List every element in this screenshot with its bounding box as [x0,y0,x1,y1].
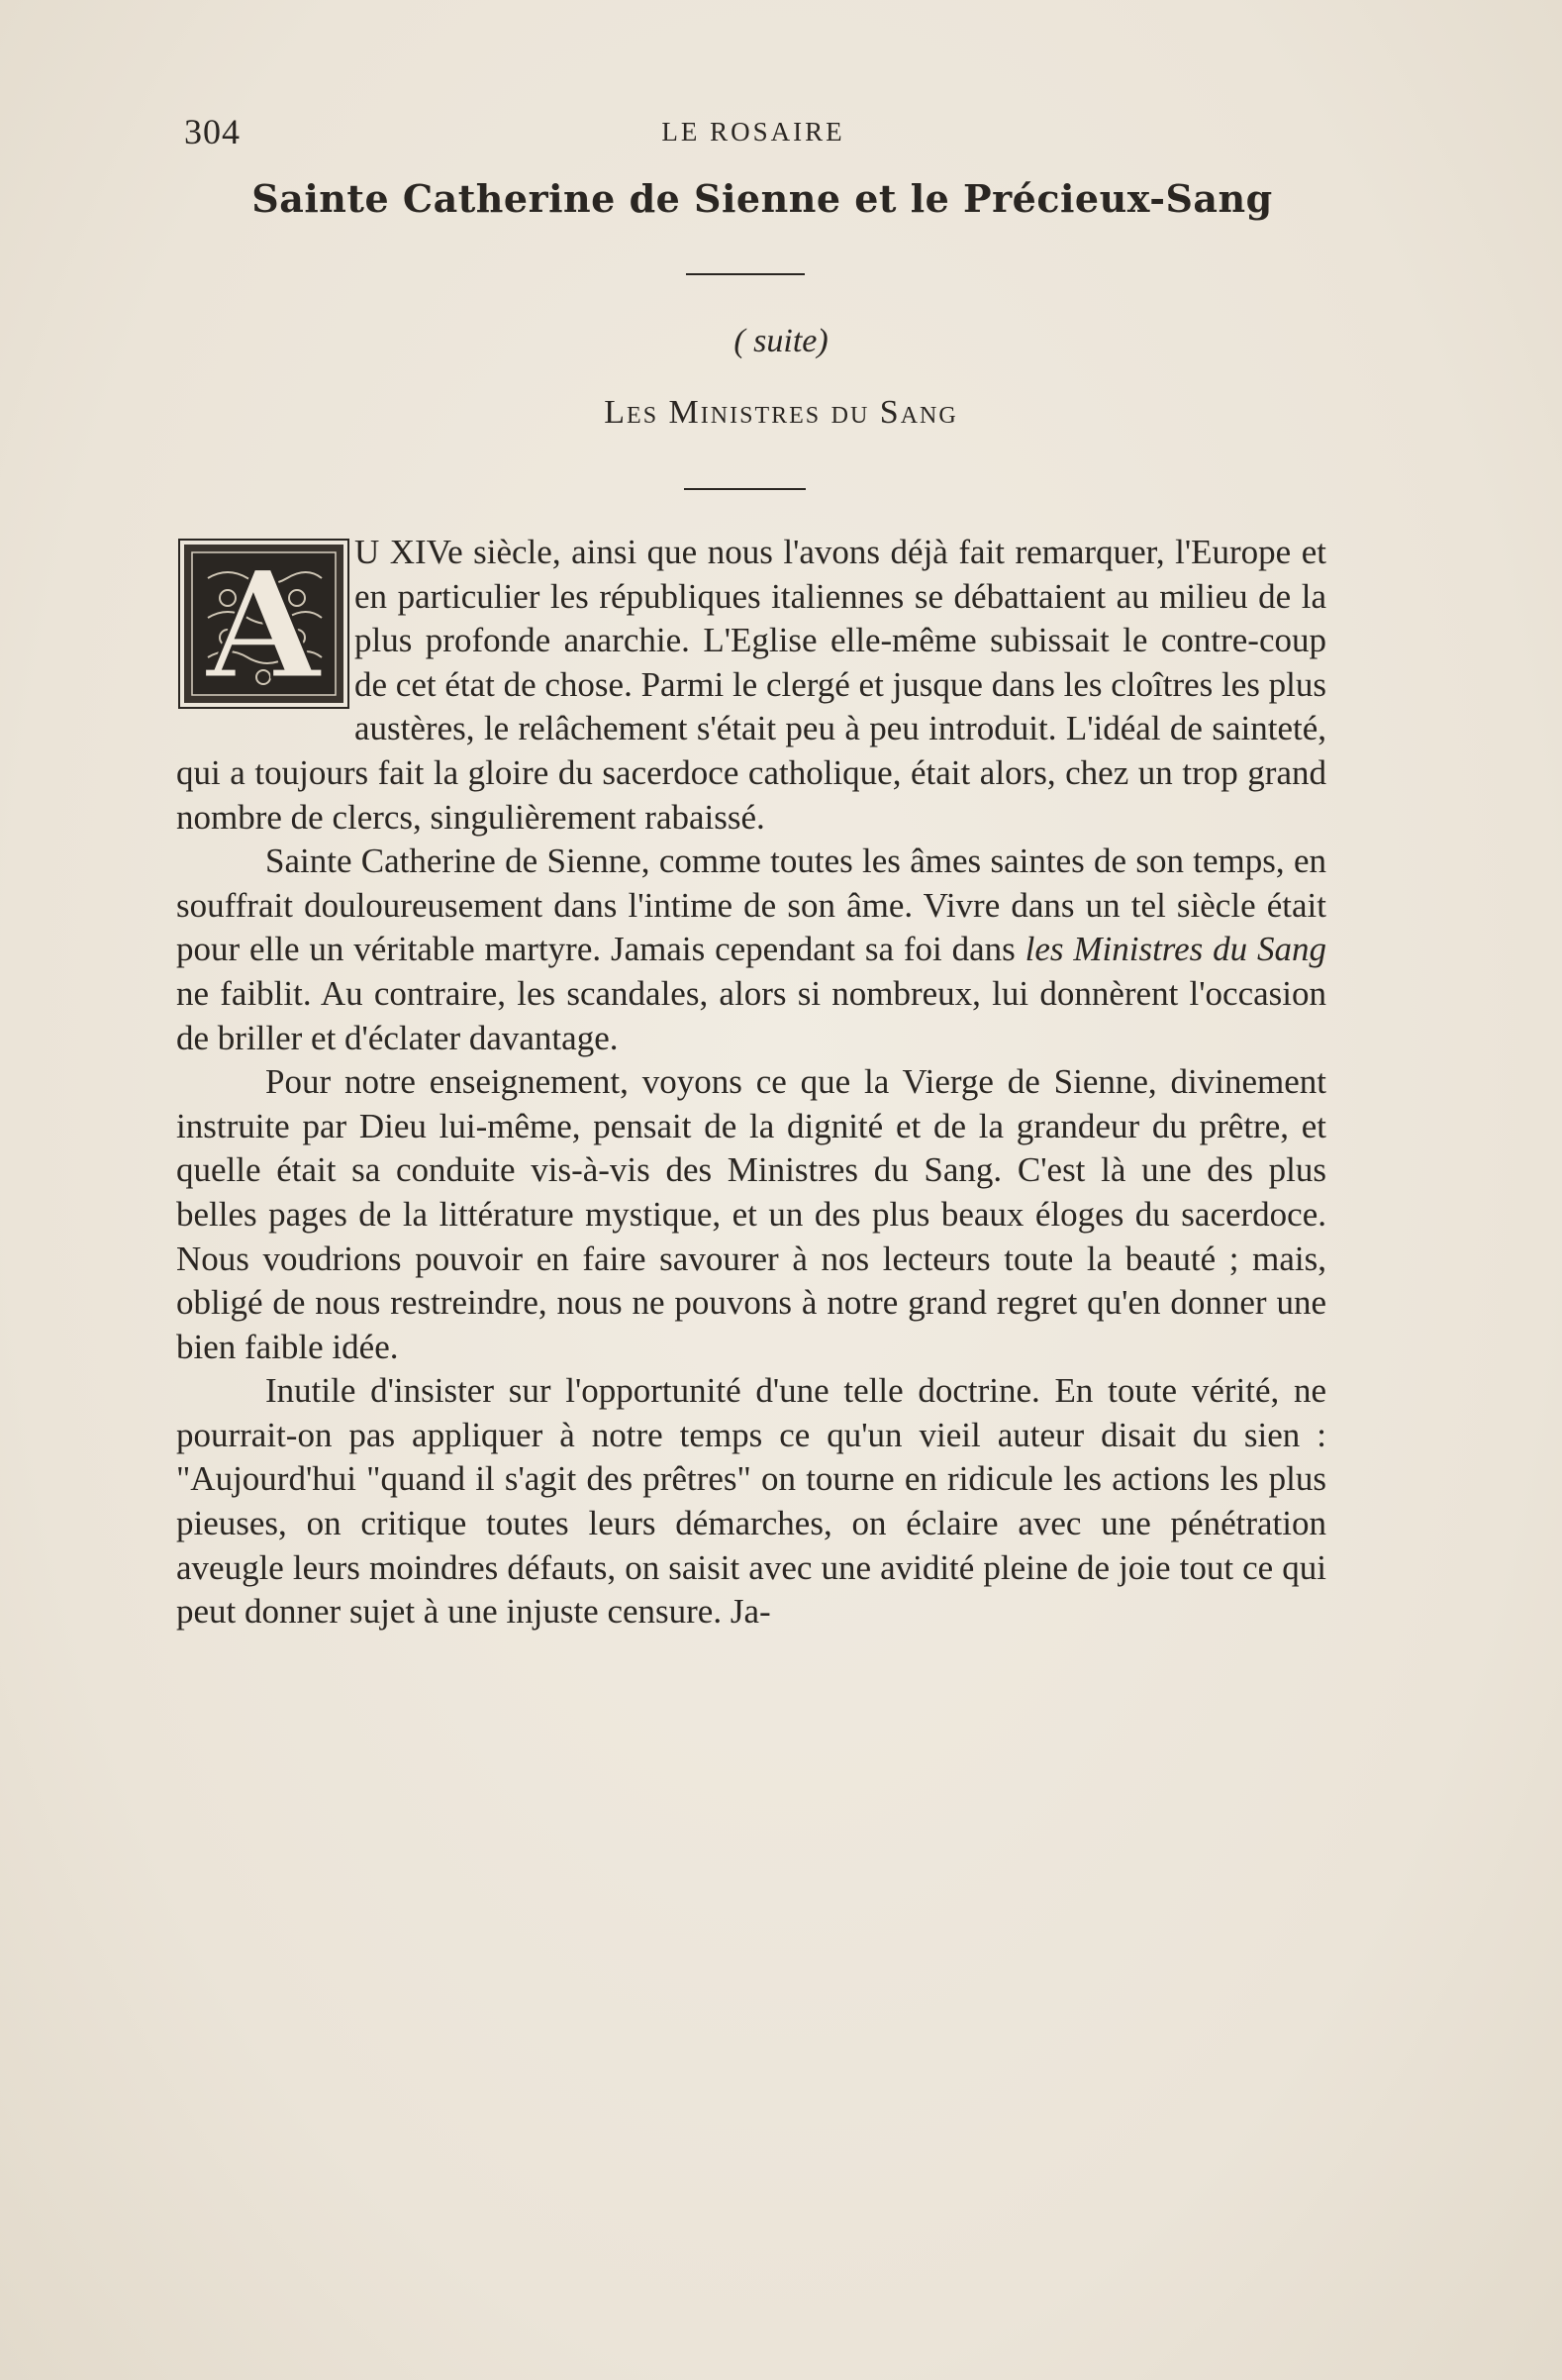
body-text [176,531,1326,1635]
page-header [178,111,1328,156]
running-head: LE ROSAIRE [661,117,845,147]
paragraph-2 [176,840,1326,1060]
paragraph-2-italic: les Ministres du Sang [1025,930,1326,969]
paragraph-1 [176,531,1326,840]
drop-cap-spacer [176,531,354,719]
drop-cap-letter: A [205,539,322,709]
page-number: 304 [184,112,241,151]
section-divider [684,488,806,490]
subtitle: ( suite) [733,323,829,359]
article-title: Sainte Catherine de Sienne et le Précieux-Sang [251,176,1273,221]
section-heading: Les Ministres du Sang [604,394,958,431]
paragraph-3: Pour notre enseignement, voyons ce que la Vierge de Sienne, divinement instruite par Dieu lui-même, pensait de la dignité et de la grandeur du prêtre, et quelle était sa conduite vis-à-vis des Ministres du Sang. C'est là une des plus belles pages de la littérature mystique, et un des plus beaux éloges du sacerdoce. Nous voudrions pouvoir en faire savourer à nos lecteurs toute la beauté ; mais, obligé de nous restreindre, nous ne pouvons à notre grand regret qu'en donner une bien faible idée. [176,1062,1326,1366]
title-divider [686,273,805,275]
paragraph-2-text-b: ne faiblit. Au contraire, les scandales, alors si nombreux, lui donnèrent l'occasion de briller et d'éclater davantage. [176,973,1326,1057]
paragraph-4: Inutile d'insister sur l'opportunité d'une telle doctrine. En toute vérité, ne pourrait-on pas appliquer à notre temps ce qu'un vieil auteur disait du sien : "Aujourd'hui "quand il s'agit des prêtres" on tourne en ridicule les actions les plus pieuses, on critique toutes leurs démarches, on éclaire avec une pénétration aveugle leurs moindres défauts, on saisit avec une avidité pleine de joie tout ce qui peut donner sujet à une injuste censure. Ja- [176,1371,1326,1632]
paragraph-2-text-a: Sainte Catherine de Sienne, comme toutes les âmes saintes de son temps, en souffrait douloureusement dans l'intime de son âme. Vivre dans un tel siècle était pour elle un véritable martyre. Jamais cependant sa foi dans [176,842,1326,969]
paragraph-1-text: U XIVe siècle, ainsi que nous l'avons déjà fait remarquer, l'Europe et en particulier les républiques italiennes se débattaient au milieu de la plus profonde anarchie. L'Eglise elle-même subissait le contre-coup de cet état de chose. Parmi le clergé et jusque dans les cloîtres les plus austères, le relâchement s'était peu à peu introduit. L'idéal de sainteté, qui a toujours fait la gloire du sacerdoce catholique, était alors, chez un trop grand nombre de clercs, singulièrement rabaissé. [176,533,1326,837]
